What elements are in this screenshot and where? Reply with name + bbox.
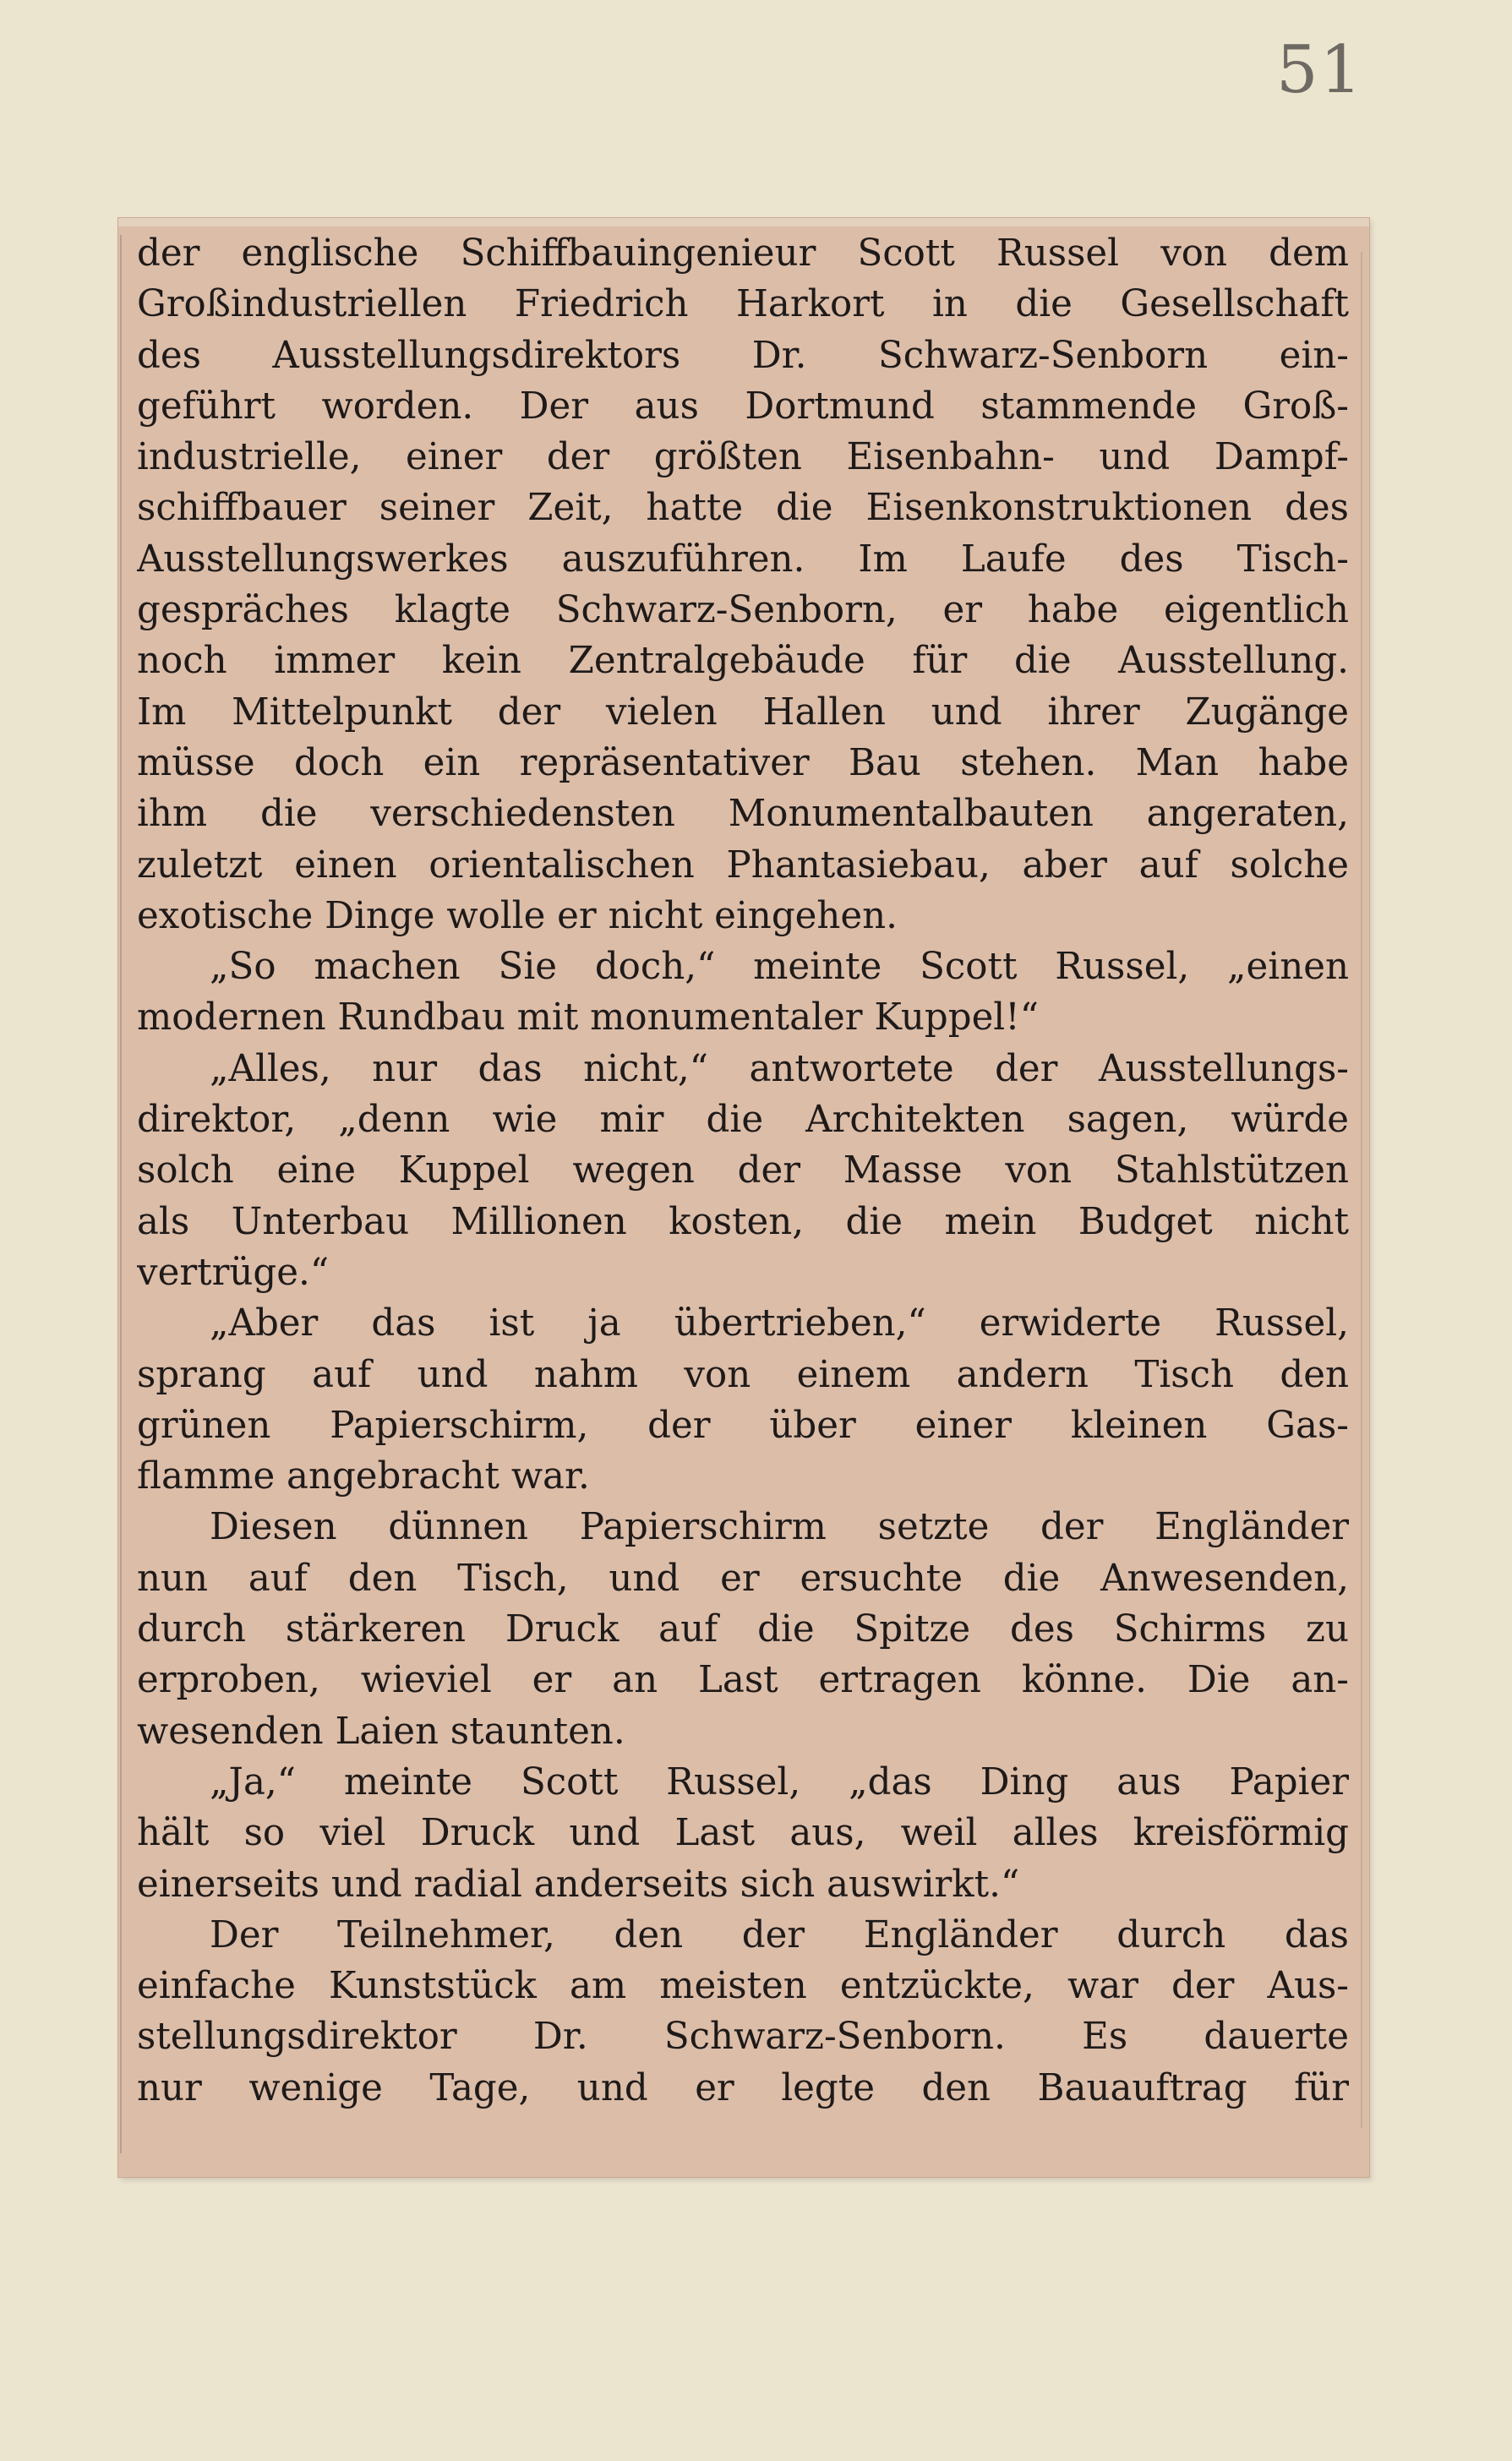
text-line: Ausstellungswerkes auszuführen. Im Laufe des Tisch- bbox=[137, 537, 1349, 581]
text-line: Der Teilnehmer, den der Engländer durch das bbox=[210, 1913, 1349, 1956]
article-text bbox=[137, 228, 1349, 2114]
text-line: nun auf den Tisch, und er ersuchte die Anwesenden, bbox=[137, 1557, 1349, 1600]
text-line: Im Mittelpunkt der vielen Hallen und ihrer Zugänge bbox=[137, 690, 1349, 734]
text-line: einfache Kunststück am meisten entzückte, war der Aus- bbox=[137, 1965, 1349, 2008]
text-line: solch eine Kuppel wegen der Masse von Stahlstützen bbox=[137, 1149, 1349, 1192]
text-line: industrielle, einer der größten Eisenbahn- und Dampf- bbox=[137, 436, 1349, 479]
text-line: des Ausstellungsdirektors Dr. Schwarz-Senborn ein- bbox=[137, 334, 1349, 377]
page-number: 51 bbox=[1276, 32, 1364, 108]
text-line: noch immer kein Zentralgebäude für die Ausstellung. bbox=[137, 640, 1349, 683]
text-line: flamme angebracht war. bbox=[137, 1455, 590, 1498]
text-line: nur wenige Tage, und er legte den Bauauftrag für bbox=[137, 2066, 1349, 2109]
text-line: vertrüge.“ bbox=[137, 1251, 330, 1294]
text-line: schiffbauer seiner Zeit, hatte die Eisenkonstruktionen des bbox=[137, 487, 1349, 530]
text-line: hält so viel Druck und Last aus, weil alles kreisförmig bbox=[137, 1812, 1349, 1855]
text-line: zuletzt einen orientalischen Phantasiebau, aber auf solche bbox=[137, 843, 1349, 887]
text-line: modernen Rundbau mit monumentaler Kuppel!“ bbox=[137, 996, 1039, 1040]
text-line: „So machen Sie doch,“ meinte Scott Russel, „einen bbox=[210, 946, 1349, 989]
text-line: „Alles, nur das nicht,“ antwortete der Ausstellungs- bbox=[210, 1047, 1349, 1090]
text-line: wesenden Laien staunten. bbox=[137, 1710, 625, 1753]
text-line: durch stärkeren Druck auf die Spitze des Schirms zu bbox=[137, 1608, 1349, 1651]
text-line: geführt worden. Der aus Dortmund stammende Groß- bbox=[137, 385, 1349, 428]
column-rule-right bbox=[1361, 252, 1362, 2128]
text-line: exotische Dinge wolle er nicht eingehen. bbox=[137, 894, 898, 937]
column-rule bbox=[120, 235, 122, 2153]
text-line: einerseits und radial anderseits sich auswirkt.“ bbox=[137, 1863, 1020, 1906]
text-line: ihm die verschiedensten Monumentalbauten angeraten, bbox=[137, 793, 1349, 836]
text-line: gespräches klagte Schwarz-Senborn, er habe eigentlich bbox=[137, 589, 1349, 632]
text-line: als Unterbau Millionen kosten, die mein Budget nicht bbox=[137, 1200, 1349, 1243]
text-line: direktor, „denn wie mir die Architekten sagen, würde bbox=[137, 1099, 1349, 1142]
text-line: müsse doch ein repräsentativer Bau stehen. Man habe bbox=[137, 741, 1349, 784]
text-line: Großindustriellen Friedrich Harkort in die Gesellschaft bbox=[137, 283, 1349, 326]
text-line: erproben, wieviel er an Last ertragen könne. Die an- bbox=[137, 1659, 1349, 1702]
text-line: grünen Papierschirm, der über einer kleinen Gas- bbox=[137, 1404, 1349, 1447]
text-line: der englische Schiffbauingenieur Scott Russel von dem bbox=[137, 232, 1349, 275]
text-line: „Ja,“ meinte Scott Russel, „das Ding aus Papier bbox=[210, 1760, 1349, 1803]
newspaper-clipping bbox=[118, 218, 1369, 2177]
text-line: Diesen dünnen Papierschirm setzte der Engländer bbox=[210, 1506, 1349, 1549]
text-line: stellungsdirektor Dr. Schwarz-Senborn. Es dauerte bbox=[137, 2016, 1349, 2059]
text-line: „Aber das ist ja übertrieben,“ erwiderte Russel, bbox=[210, 1302, 1349, 1345]
text-line: sprang auf und nahm von einem andern Tisch den bbox=[137, 1353, 1349, 1396]
